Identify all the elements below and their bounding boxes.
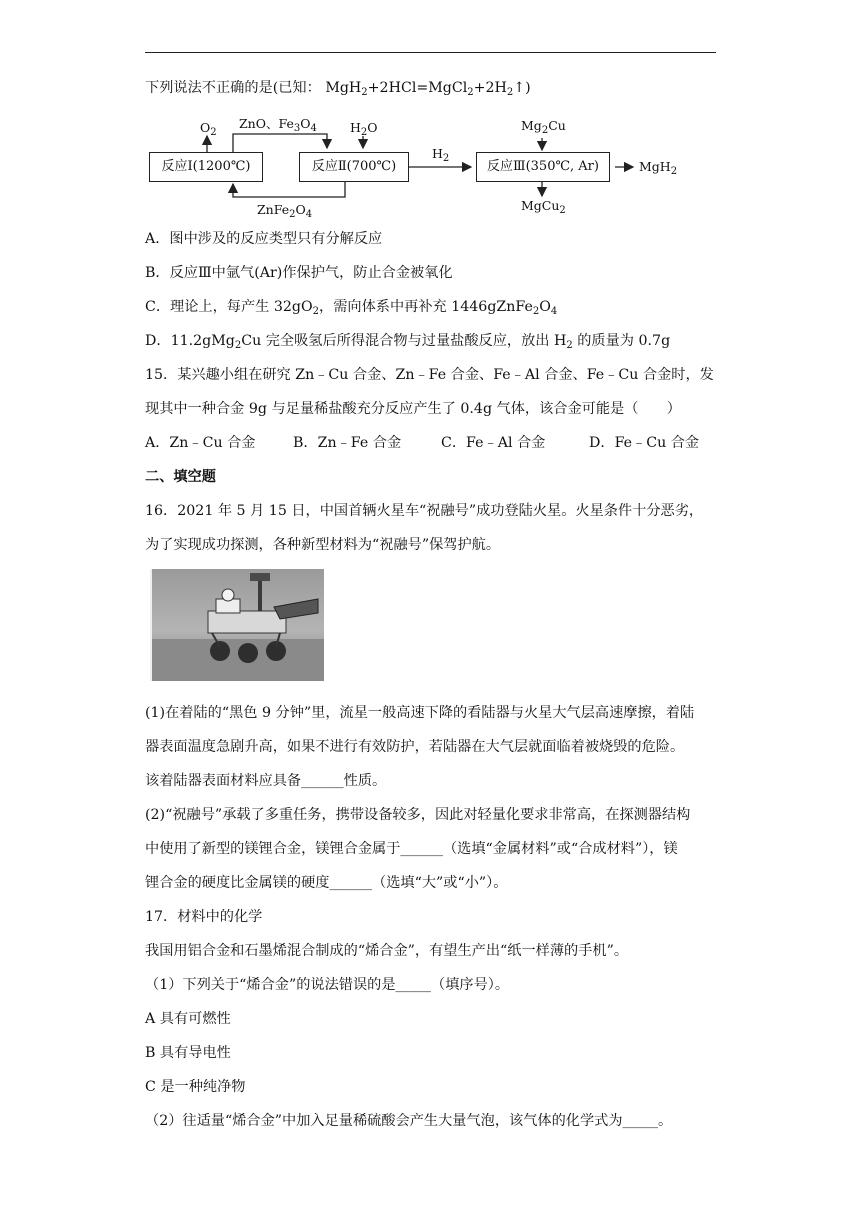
section-heading: 二、填空题 xyxy=(145,469,216,485)
q16-line-2: 为了实现成功探测，各种新型材料为“祝融号”保驾护航。 xyxy=(145,537,501,553)
q17-title: 17．材料中的化学 xyxy=(145,909,263,925)
q14-option-a: A．图中涉及的反应类型只有分解反应 xyxy=(145,231,383,247)
q17-sub-question-2: （2）往适量“烯合金”中加入足量稀硫酸会产生大量气泡，该气体的化学式为_____。 xyxy=(145,1113,673,1129)
q15-option-b: B．Zn﹣Fe 合金 xyxy=(293,435,402,451)
q17-intro: 我国用铝合金和石墨烯混合制成的“烯合金”，有望生产出“纸一样薄的手机”。 xyxy=(145,943,629,959)
q15-option-c: C．Fe﹣Al 合金 xyxy=(441,435,546,451)
label-mgcu2: MgCu$_2$ xyxy=(521,198,566,216)
label-znfe2o4: $ZnFe_2O_4$ xyxy=(257,202,313,220)
q16-p1-line-1: (1)在着陆的“黑色 9 分钟”里，流星一般高速下降的看陆器与火星大气层高速摩擦，着陆 xyxy=(145,705,695,721)
q15-line-2: 现其中一种合金 9g 与足量稀盐酸充分反应产生了 0.4g 气体，该合金可能是（ ） xyxy=(145,401,681,417)
q16-p1-line-2: 器表面温度急剧升高，如果不进行有效防护，若陆器在大气层就面临着被烧毁的危险。 xyxy=(145,739,685,755)
rover-image-icon xyxy=(150,569,324,681)
reaction-2-box: 反应Ⅱ(700℃) xyxy=(299,152,409,182)
q15-line-1: 15．某兴趣小组在研究 Zn﹣Cu 合金、Zn﹣Fe 合金、Fe﹣Al 合金、Fe﹣Cu 合金时，发 xyxy=(145,367,714,383)
q16-p2-line-2: 中使用了新型的镁锂合金，镁锂合金属于______（选填“金属材料”或“合成材料”），镁 xyxy=(145,841,678,857)
label-zno-fe3o4: ZnO、$Fe_3O_4$ xyxy=(239,116,317,134)
label-mg2cu: $Mg_2Cu$ xyxy=(521,118,566,136)
mars-rover-photo xyxy=(150,569,324,681)
q14-stem: 下列说法不正确的是(已知： $MgH_2+2HCl=MgCl_2+2H_2↑$) xyxy=(145,80,531,98)
q16-p2-line-1: (2)“祝融号”承载了多重任务，携带设备较多，因此对轻量化要求非常高，在探测器结构 xyxy=(145,807,691,823)
header-rule xyxy=(145,52,716,53)
q17-option-b: B 具有导电性 xyxy=(145,1045,231,1061)
q15-options xyxy=(145,433,699,453)
reaction-1-box: 反应Ⅰ(1200℃) xyxy=(149,152,263,182)
reaction-3-box: 反应Ⅲ(350℃, Ar) xyxy=(476,152,610,182)
q16-line-1: 16．2021 年 5 月 15 日，中国首辆火星车“祝融号”成功登陆火星。火星条件十分恶劣， xyxy=(145,503,704,519)
q14-option-d: D．11.2gMg$_2$Cu 完全吸氢后所得混合物与过量盐酸反应，放出 $H_2$ 的质量为 0.7g xyxy=(145,333,671,351)
q16-p1-line-3: 该着陆器表面材料应具备______性质。 xyxy=(145,773,387,789)
q15-option-a: A．Zn﹣Cu 合金 xyxy=(145,435,256,451)
q16-p2-line-3: 锂合金的硬度比金属镁的硬度______（选填“大”或“小”）。 xyxy=(145,875,508,891)
q15-option-d: D．Fe﹣Cu 合金 xyxy=(589,435,700,451)
label-h2: $H_2$ xyxy=(432,146,450,164)
process-diagram xyxy=(145,112,685,222)
q17-option-a: A 具有可燃性 xyxy=(145,1011,231,1027)
label-o2: $O_2$ xyxy=(200,120,217,138)
q17-sub-question-1: （1）下列关于“烯合金”的说法错误的是_____（填序号）。 xyxy=(145,977,510,993)
label-mgh2: MgH$_2$ xyxy=(639,159,678,177)
q14-option-c: C．理论上，每产生 $32gO_2$，需向体系中再补充 $1446gZnFe_2O_4$ xyxy=(145,299,558,317)
q17-option-c: C 是一种纯净物 xyxy=(145,1079,246,1095)
label-h2o: $H_2O$ xyxy=(350,120,378,138)
q14-option-b: B．反应Ⅲ中氩气(Ar)作保护气，防止合金被氧化 xyxy=(145,265,453,281)
